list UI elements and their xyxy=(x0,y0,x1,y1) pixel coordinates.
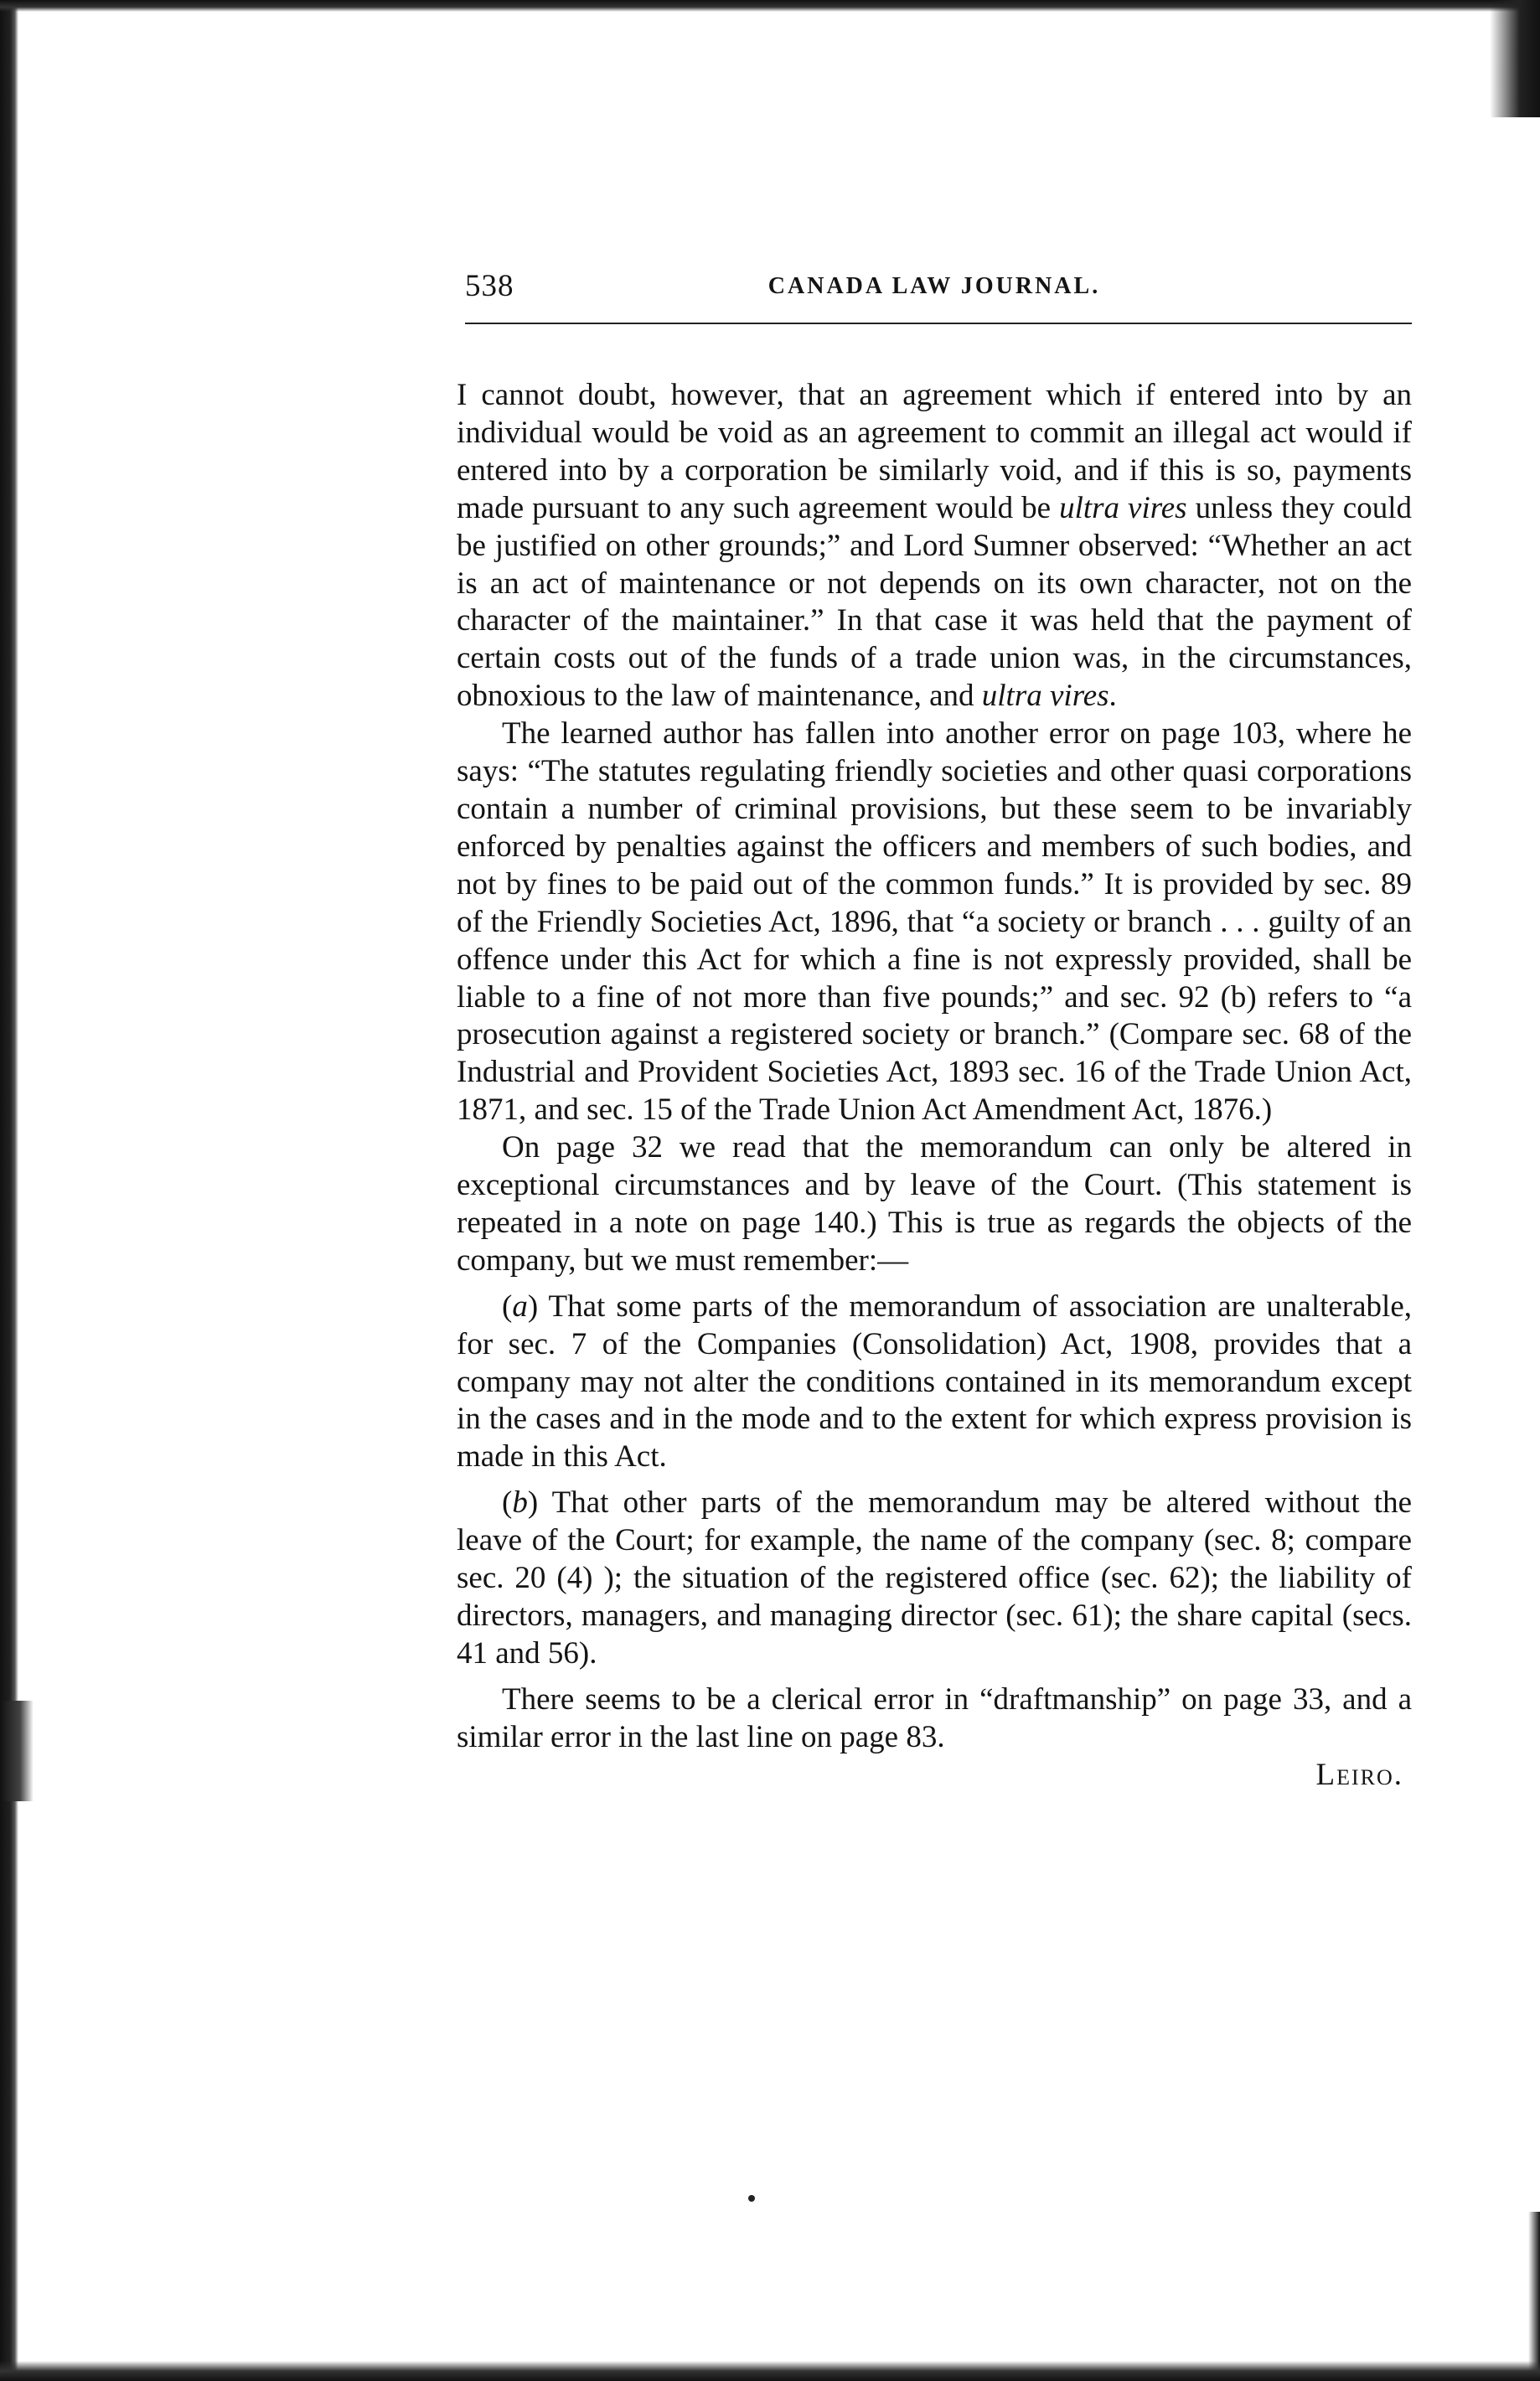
running-title: CANADA LAW JOURNAL. xyxy=(767,273,1101,299)
italic-run: a xyxy=(512,1289,528,1324)
paragraph-4 xyxy=(457,1289,1412,1477)
text-run: On page 32 we read that the memorandum can only be altered in exceptional circumstances and by leave of the Court. (This statement is repeated in a note on page 140.) This is true as regards the objects of the company, but we must remember:— xyxy=(457,1130,1412,1278)
paragraph-5 xyxy=(457,1485,1412,1673)
page-number: 538 xyxy=(465,269,514,303)
header-rule xyxy=(465,323,1412,324)
italic-run: b xyxy=(512,1485,528,1521)
text-run: ( xyxy=(502,1485,513,1521)
journal-page xyxy=(457,268,1412,1792)
article-body xyxy=(457,377,1412,1795)
scan-edge-right-bottom xyxy=(1528,2212,1540,2381)
scan-edge-top xyxy=(0,0,1540,12)
text-run: ) That some parts of the memorandum of association are unalterable, for sec. 7 of the Companies (Consolidation) Act, 1908, provides that a company may not alter the conditions contained in its memorandum except in the cases and in the mode and to the extent for which express provision is made in this Act. xyxy=(457,1289,1412,1475)
text-run: The learned author has fallen into another error on page 103, where he says: “The statutes regulating friendly societies and other quasi corporations contain a number of criminal provisions, but these seem to be invariably enforced by penalties against the officers and members of such bodies, and not by fines to be paid out of the common funds.” It is provided by sec. 89 of the Friendly Societies Act, 1896, that “a society or branch . . . guilty of an offence under this Act for which a fine is not expressly provided, shall be liable to a fine of not more than five pounds;” and sec. 92 (b) refers to “a prosecution against a registered society or branch.” (Compare sec. 68 of the Industrial and Provident Societies Act, 1893 sec. 16 of the Trade Union Act, 1871, and sec. 15 of the Trade Union Act Amendment Act, 1876.) xyxy=(457,716,1412,1128)
scan-edge-left xyxy=(0,0,18,2381)
italic-run: ultra vires xyxy=(1059,490,1187,525)
scan-notch xyxy=(0,1701,34,1801)
page-header xyxy=(457,268,1412,315)
text-run: There seems to be a clerical error in “draftmanship” on page 33, and a similar error in the last line on page 83. xyxy=(457,1681,1412,1754)
paragraph-6 xyxy=(457,1681,1412,1757)
paragraph-3 xyxy=(457,1129,1412,1280)
stray-dot xyxy=(748,2195,755,2202)
text-run: I cannot doubt, however, that an agreement which if entered into by an individual would be void as an agreement to commit an illegal act would if entered into by a corporation be similarly void, and if this is so, payments made pursuant to any such agreement would be xyxy=(457,378,1412,525)
scan-edge-bottom xyxy=(0,2361,1540,2381)
text-run: . xyxy=(1108,679,1117,714)
scan-edge-right xyxy=(1490,0,1540,117)
author-signature: Leiro. xyxy=(1315,1757,1403,1792)
paragraph-2 xyxy=(457,715,1412,1129)
text-run: ( xyxy=(502,1289,513,1324)
text-run: unless they could be justified on other grounds;” and Lord Sumner observed: “Whether an act is an act of maintenance or not depends on its own character, not on the character of the maintainer.” In that case it was held that the payment of certain costs out of the funds of a trade union was, in the circumstances, obnoxious to the law of maintenance, and xyxy=(457,490,1412,714)
text-run: ) That other parts of the memorandum may be altered without the leave of the Court; for example, the name of the company (sec. 8; compare sec. 20 (4) ); the situation of the registered office (sec. 62); the liability of directors, managers, and managing director (sec. 61); the share capital (secs. 41 and 56). xyxy=(457,1485,1412,1671)
paragraph-1 xyxy=(457,377,1412,715)
italic-run: ultra vires xyxy=(981,679,1109,714)
